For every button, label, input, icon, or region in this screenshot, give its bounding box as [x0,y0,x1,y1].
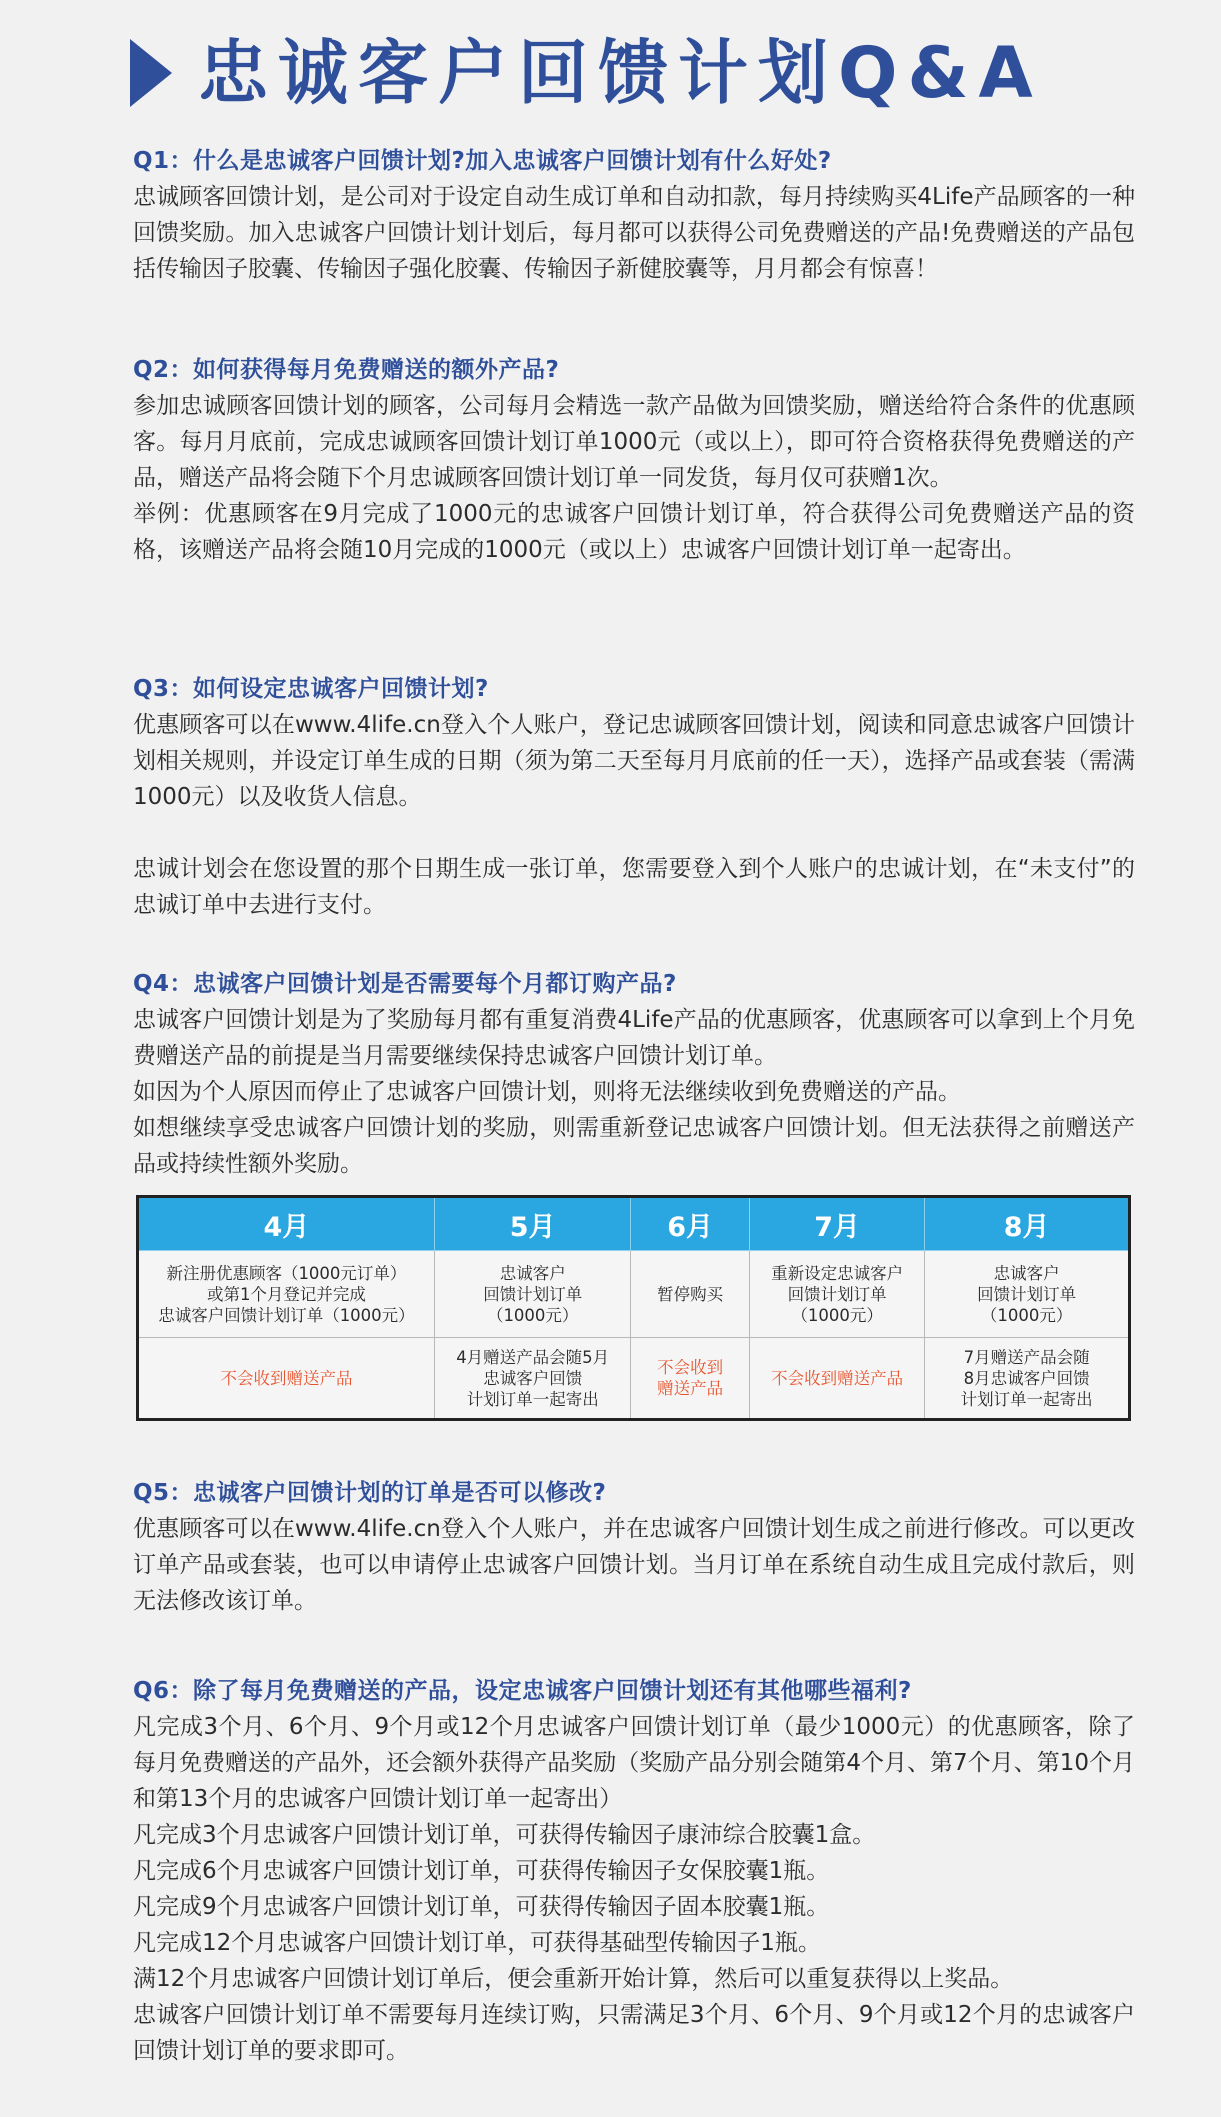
question-heading: Q5：忠诚客户回馈计划的订单是否可以修改? [133,1480,607,1506]
table-header-row [138,1197,1130,1251]
table-cell [925,1251,1130,1338]
answer-paragraph: 如想继续享受忠诚客户回馈计划的奖励，则需重新登记忠诚客户回馈计划。但无法获得之前赠送产品或持续性额外奖励。 [133,1115,1135,1177]
table-header-cell: 6月 [631,1197,749,1251]
answer-body [133,1511,1135,1619]
cell-text: 7月赠送产品会随 8月忠诚客户回馈 计划订单一起寄出 [960,1347,1093,1409]
table-cell [138,1251,435,1338]
answer-body [133,388,1135,568]
cell-text: 重新设定忠诚客户 回馈计划订单 （1000元） [771,1263,904,1325]
answer-paragraph: 参加忠诚顾客回馈计划的顾客，公司每月会精选一款产品做为回馈奖励，赠送给符合条件的优惠顾客。每月月底前，完成忠诚顾客回馈计划订单1000元（或以上），即可符合资格获得免费赠送的产品，赠送产品将会随下个月忠诚顾客回馈计划订单一同发货，每月仅可获赠1次。 [133,393,1135,491]
table-cell [631,1338,749,1420]
answer-paragraph: 举例：优惠顾客在9月完成了1000元的忠诚客户回馈计划订单，符合获得公司免费赠送产品的资格，该赠送产品将会随10月完成的1000元（或以上）忠诚客户回馈计划订单一起寄出。 [133,501,1135,563]
question-heading: Q1：什么是忠诚客户回馈计划?加入忠诚客户回馈计划有什么好处? [133,148,832,174]
table-cell [434,1251,631,1338]
month-example-table [136,1195,1131,1421]
table-cell [631,1251,749,1338]
cell-text: 暂停购买 [657,1284,724,1304]
qa-section-4 [133,966,1135,1182]
question-heading: Q6：除了每月免费赠送的产品，设定忠诚客户回馈计划还有其他哪些福利? [133,1678,912,1704]
table-cell [749,1338,925,1420]
cell-text: 4月赠送产品会随5月 忠诚客户回馈 计划订单一起寄出 [456,1347,610,1409]
answer-paragraph: 凡完成12个月忠诚客户回馈计划订单，可获得基础型传输因子1瓶。 [133,1930,821,1956]
answer-body [133,179,1135,287]
table-cell [434,1338,631,1420]
answer-paragraph: 忠诚客户回馈计划是为了奖励每月都有重复消费4Life产品的优惠顾客，优惠顾客可以拿到上个月免费赠送产品的前提是当月需要继续保持忠诚客户回馈计划订单。 [133,1007,1135,1069]
qa-section-3 [133,671,1135,923]
table-cell [749,1251,925,1338]
cell-text: 忠诚客户 回馈计划订单 （1000元） [977,1263,1077,1325]
answer-body [133,707,1135,923]
answer-paragraph: 凡完成3个月忠诚客户回馈计划订单，可获得传输因子康沛综合胶囊1盒。 [133,1822,876,1848]
question-heading: Q4：忠诚客户回馈计划是否需要每个月都订购产品? [133,971,677,997]
answer-paragraph: 如因为个人原因而停止了忠诚客户回馈计划，则将无法继续收到免费赠送的产品。 [133,1079,961,1105]
qa-section-5 [133,1475,1135,1619]
answer-body [133,1002,1135,1182]
qa-section-1 [133,143,1135,287]
qa-section-2 [133,352,1135,568]
table-header-cell: 5月 [434,1197,631,1251]
question-heading: Q2：如何获得每月免费赠送的额外产品? [133,357,560,383]
table-row-gifts [138,1338,1130,1420]
answer-paragraph: 优惠顾客可以在www.4life.cn登入个人账户，登记忠诚顾客回馈计划，阅读和同意忠诚客户回馈计划相关规则，并设定订单生成的日期（须为第二天至每月月底前的任一天），选择产品或套装（需满1000元）以及收货人信息。 [133,712,1135,810]
question-heading: Q3：如何设定忠诚客户回馈计划? [133,676,489,702]
table-cell [138,1338,435,1420]
answer-body [133,1709,1135,2069]
answer-paragraph: 忠诚计划会在您设置的那个日期生成一张订单，您需要登入到个人账户的忠诚计划，在“未支付”的忠诚订单中去进行支付。 [133,856,1135,918]
answer-paragraph: 忠诚顾客回馈计划，是公司对于设定自动生成订单和自动扣款，每月持续购买4Life产品顾客的一种回馈奖励。加入忠诚客户回馈计划计划后，每月都可以获得公司免费赠送的产品!免费赠送的产品包括传输因子胶囊、传输因子强化胶囊、传输因子新健胶囊等，月月都会有惊喜！ [133,184,1135,282]
answer-paragraph: 忠诚客户回馈计划订单不需要每月连续订购，只需满足3个月、6个月、9个月或12个月的忠诚客户回馈计划订单的要求即可。 [133,2002,1135,2064]
cell-text: 新注册优惠顾客（1000元订单） 或第1个月登记并完成 忠诚客户回馈计划订单（1000元） [158,1263,415,1325]
answer-paragraph: 满12个月忠诚客户回馈计划订单后，便会重新开始计算，然后可以重复获得以上奖品。 [133,1966,1014,1992]
table-header-cell: 8月 [925,1197,1130,1251]
cell-text: 忠诚客户 回馈计划订单 （1000元） [483,1263,583,1325]
answer-paragraph: 凡完成3个月、6个月、9个月或12个月忠诚客户回馈计划订单（最少1000元）的优惠顾客，除了每月免费赠送的产品外，还会额外获得产品奖励（奖励产品分别会随第4个月、第7个月、第10个月和第13个月的忠诚客户回馈计划订单一起寄出） [133,1714,1135,1812]
cell-text: 不会收到赠送产品 [771,1368,904,1388]
qa-section-6 [133,1673,1135,2069]
page-title: 忠诚客户回馈计划Q&A [198,32,1043,114]
play-arrow-icon [130,39,172,107]
table-row-orders [138,1251,1130,1338]
answer-paragraph: 凡完成6个月忠诚客户回馈计划订单，可获得传输因子女保胶囊1瓶。 [133,1858,830,1884]
table-header-cell: 7月 [749,1197,925,1251]
page-header [130,28,1043,118]
answer-paragraph: 优惠顾客可以在www.4life.cn登入个人账户，并在忠诚客户回馈计划生成之前进行修改。可以更改订单产品或套装，也可以申请停止忠诚客户回馈计划。当月订单在系统自动生成且完成付款后，则无法修改该订单。 [133,1516,1135,1614]
table-header-cell: 4月 [138,1197,435,1251]
answer-paragraph: 凡完成9个月忠诚客户回馈计划订单，可获得传输因子固本胶囊1瓶。 [133,1894,830,1920]
cell-text: 不会收到 赠送产品 [657,1358,724,1398]
cell-text: 不会收到赠送产品 [220,1368,353,1388]
table-cell [925,1338,1130,1420]
